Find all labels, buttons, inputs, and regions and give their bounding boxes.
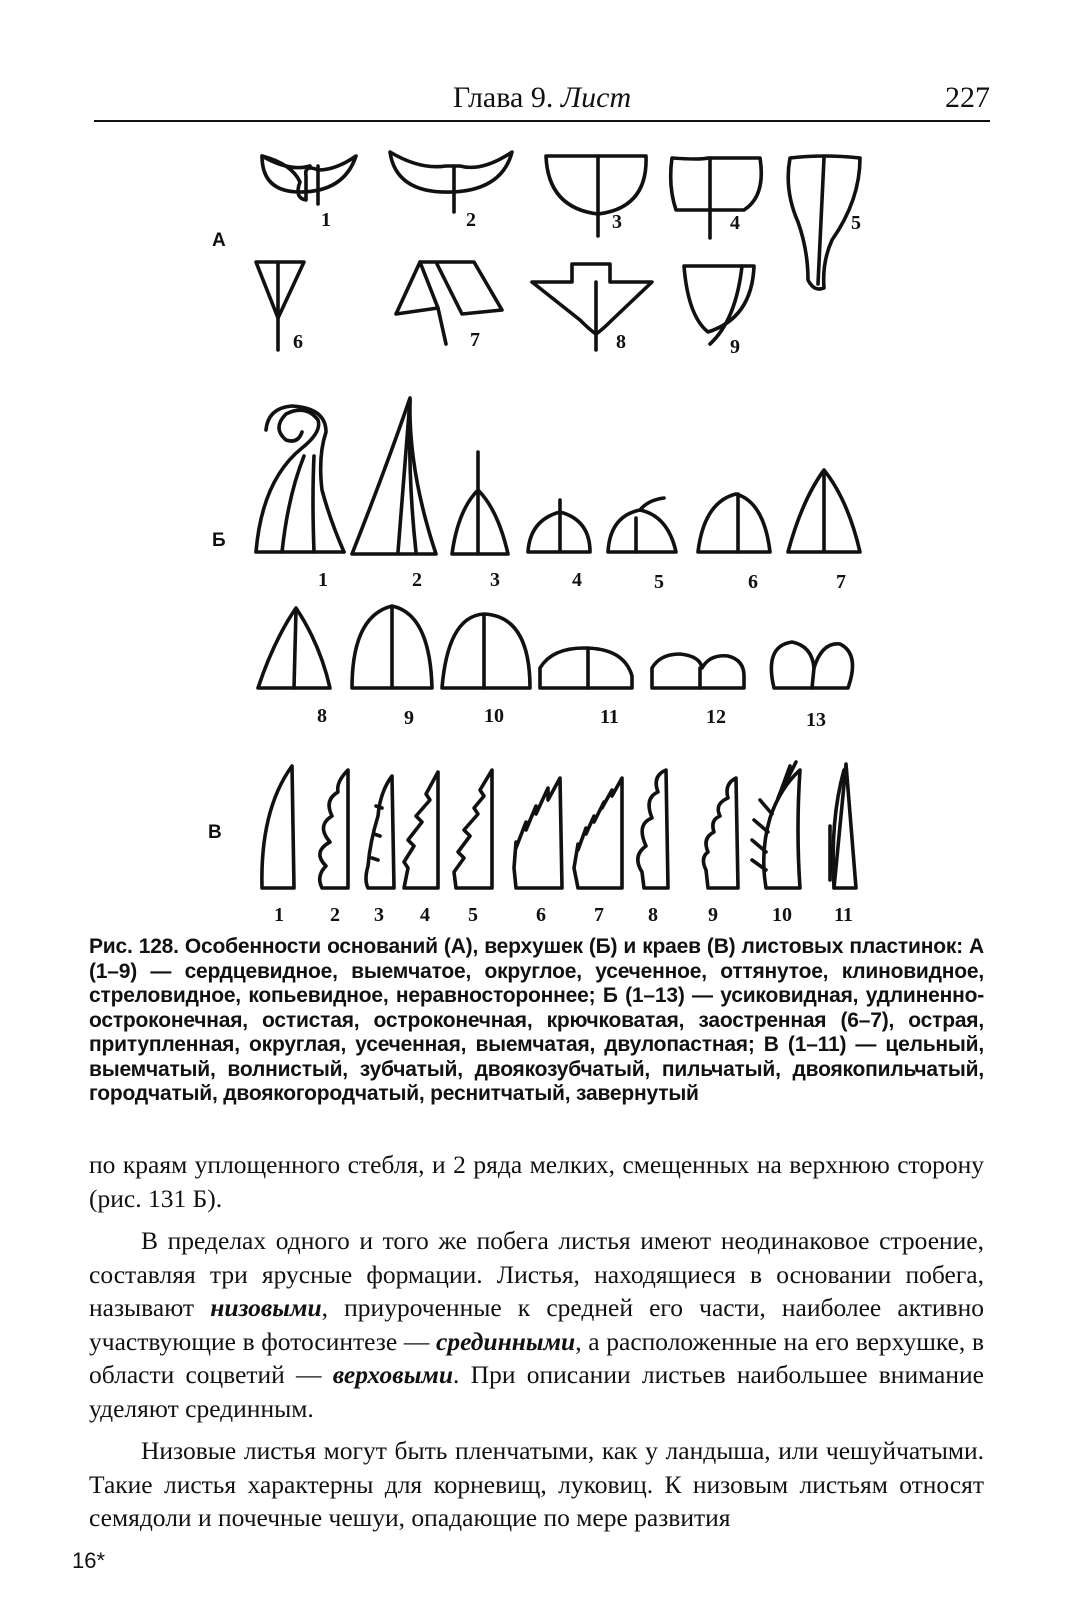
c-number: 7	[594, 904, 604, 926]
paragraph-2-part-b: , приуроченные к средней его части, наиболее активно участвующие в фотосинтезе —	[89, 1293, 984, 1356]
figure-label: Рис. 128.	[89, 935, 179, 958]
chapter-number: Глава 9.	[452, 81, 554, 114]
c-number: 2	[330, 904, 340, 926]
apex-aristate	[452, 452, 508, 554]
apex-obtuse	[352, 606, 432, 688]
margin-revolute	[830, 764, 856, 888]
paragraph-2-part-d: . При описании листьев наибольшее внимание уделяют срединным.	[89, 1360, 984, 1423]
b-number: 13	[806, 709, 826, 731]
a-number: 7	[470, 329, 480, 351]
a-number: 8	[616, 331, 626, 353]
b-number: 6	[748, 571, 758, 593]
figure-caption	[89, 935, 984, 1107]
b-number: 11	[600, 706, 619, 728]
term-middle-leaves: срединными	[436, 1326, 576, 1356]
b-number: 3	[490, 569, 500, 591]
c-number: 11	[834, 904, 853, 926]
a-number: 9	[730, 336, 740, 358]
c-number: 4	[420, 904, 430, 926]
a-number: 3	[612, 211, 622, 233]
margin-sinuate	[320, 770, 348, 888]
body-text	[89, 1148, 984, 1544]
margin-double-dentate	[454, 770, 492, 888]
section-b-label: Б	[212, 530, 226, 551]
c-number: 5	[468, 904, 478, 926]
chapter-title: Лист	[560, 81, 632, 114]
apex-mucronate	[528, 500, 590, 552]
margin-crenate	[638, 770, 668, 888]
a-number: 5	[851, 212, 861, 234]
paragraph-2	[89, 1224, 984, 1425]
base-rounded	[546, 156, 646, 236]
apex-truncate	[540, 648, 632, 688]
margin-undulate	[366, 776, 394, 888]
a-number: 4	[730, 212, 740, 234]
section-c-label: В	[208, 822, 222, 843]
section-a-label: А	[212, 230, 226, 251]
margin-ciliate	[752, 762, 800, 888]
paragraph-2-part-c: , а расположенные на его верхушке, в области соцветий —	[89, 1326, 984, 1389]
b-number: 12	[706, 706, 726, 728]
paragraph-1: по краям уплощенного стебля, и 2 ряда мелких, смещенных на верхнюю сторону (рис. 131 Б).	[89, 1150, 984, 1213]
b-number: 7	[836, 571, 846, 593]
apex-acute-7	[788, 470, 860, 552]
page-number: 227	[945, 81, 990, 114]
b-number: 5	[654, 571, 664, 593]
apex-uncinate	[608, 498, 676, 552]
paragraph-3: Низовые листья могут быть пленчатыми, как у ландыша, или чешуйчатыми. Такие листья характерны для корневищ, луковиц. К низовым листьям относят семядоли и почечные чешуи, опадающие по мере развития	[89, 1436, 984, 1532]
c-number: 9	[708, 904, 718, 926]
base-hastate	[532, 264, 652, 350]
base-truncate	[671, 158, 762, 238]
paragraph-2-part-a: В пределах одного и того же побега листья имеют неодинаковое строение, составляя три ярусные формации. Листья, находящиеся в основании побега, называют	[89, 1226, 984, 1322]
margin-double-serrate	[574, 778, 622, 888]
term-upper-leaves: верховыми	[332, 1360, 454, 1389]
b-number: 4	[572, 569, 582, 591]
term-lower-leaves: низовыми	[210, 1293, 322, 1322]
c-number: 1	[274, 904, 284, 926]
b-number: 1	[318, 569, 328, 591]
apex-acuminate-long	[352, 398, 436, 554]
base-emarginate	[390, 152, 512, 212]
a-number: 1	[321, 209, 331, 231]
figure-caption-text: Особенности оснований (А), верхушек (Б) и краев (В) листовых пластинок: А (1–9) — сердцевидное, выемчатое, округлое, усеченное, оттянутое, клиновидное, стреловидное, копьевидное, неравностороннее; Б (1–13) — усиковидная, удлиненно-остроконечная, остистая, остроконечная, крючковатая, заостренная (6–7), острая, притупленная, округлая, усеченная, выемчатая, двулопастная; В (1–11) — цельный, выемчатый, волнистый, зубчатый, двоякозубчатый, пильчатый, двоякопильчатый, городчатый, двоякогородчатый, реснитчатый, завернутый	[89, 935, 984, 1105]
apex-rounded	[442, 614, 530, 688]
margin-double-crenate	[703, 778, 738, 888]
base-oblique	[684, 266, 754, 344]
a-number: 2	[466, 209, 476, 231]
margin-entire	[262, 766, 294, 888]
c-number: 8	[648, 904, 658, 926]
signature-mark: 16*	[72, 1548, 106, 1573]
apex-cirrhose	[256, 406, 344, 552]
b-number: 10	[484, 705, 504, 727]
c-number: 6	[536, 904, 546, 926]
apex-emarginate	[652, 654, 744, 688]
c-number: 10	[772, 904, 792, 926]
margin-serrate	[514, 778, 562, 888]
b-number: 9	[404, 707, 414, 729]
b-number: 8	[317, 705, 327, 727]
a-number: 6	[293, 331, 303, 353]
apex-bilobed	[771, 642, 852, 688]
c-number: 3	[374, 904, 384, 926]
base-cordate	[262, 156, 356, 204]
apex-acute	[258, 608, 330, 688]
base-attenuate	[788, 156, 860, 289]
margin-dentate	[404, 772, 438, 888]
apex-acute-6	[698, 494, 770, 552]
base-sagittate	[396, 262, 502, 344]
b-number: 2	[412, 569, 422, 591]
